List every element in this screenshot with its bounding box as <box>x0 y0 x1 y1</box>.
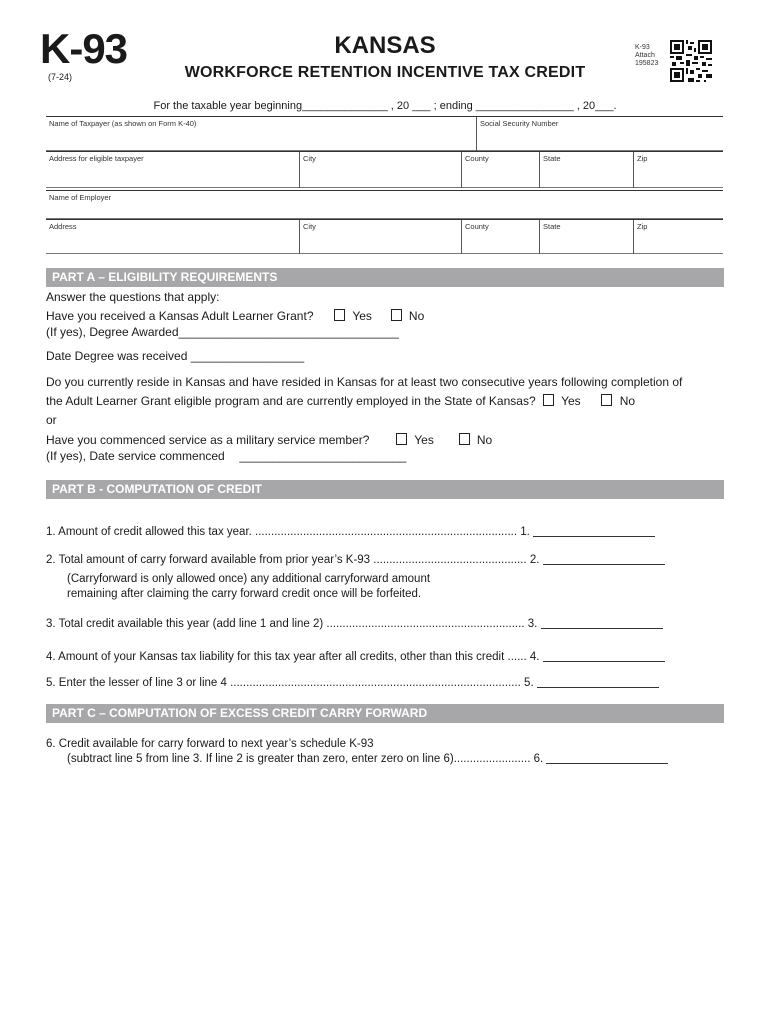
line-6-label-1: 6. Credit available for carry forward to next year’s schedule K-93 <box>46 738 374 750</box>
line-5-label: 5. Enter the lesser of line 3 or line 4 ........................................................................................... 5. <box>46 677 534 689</box>
question-residency-line2: the Adult Learner Grant eligible program and are currently employed in the State of Kansas? <box>46 394 536 408</box>
taxpayer-address-label: Address for eligible taxpayer <box>49 154 144 163</box>
employer-zip-field[interactable] <box>633 220 723 254</box>
grant-no-checkbox[interactable] <box>391 309 402 321</box>
residency-no-label: No <box>619 394 636 408</box>
line-4-input[interactable] <box>543 650 665 662</box>
line-3-input[interactable] <box>541 617 663 629</box>
attachment-code <box>635 44 658 68</box>
employer-name-field[interactable] <box>46 191 723 219</box>
taxpayer-name-row <box>46 116 723 151</box>
taxpayer-state-label: State <box>543 154 561 163</box>
taxpayer-zip-field[interactable] <box>633 152 723 188</box>
employer-address-field[interactable] <box>46 220 299 254</box>
taxpayer-state-field[interactable] <box>539 152 634 188</box>
or-separator: or <box>46 413 57 427</box>
line-2-note-2: remaining after claiming the carry forward credit once will be forfeited. <box>67 588 422 600</box>
line-1-row <box>46 525 655 538</box>
line-2-note-1: (Carryforward is only allowed once) any additional carryforward amount <box>67 573 431 585</box>
grant-yes-label: Yes <box>352 309 372 323</box>
employer-county-label: County <box>465 222 489 231</box>
part-a-intro: Answer the questions that apply: <box>46 290 220 304</box>
line-2-label: 2. Total amount of carry forward available from prior year’s K-93 ................................................ 2. <box>46 554 540 566</box>
service-date-field[interactable]: _________________________ <box>239 449 407 463</box>
part-a-header: PART A – ELIGIBILITY REQUIREMENTS <box>46 268 724 287</box>
employer-address-row <box>46 219 723 254</box>
line-3-row <box>46 617 663 630</box>
employer-name-row <box>46 190 723 219</box>
attach-label: Attach <box>635 52 655 59</box>
taxpayer-address-row <box>46 151 723 188</box>
taxpayer-county-label: County <box>465 154 489 163</box>
employer-state-label: State <box>543 222 561 231</box>
part-c-header: PART C – COMPUTATION OF EXCESS CREDIT CARRY FORWARD <box>46 704 724 723</box>
degree-awarded-field[interactable]: (If yes), Degree Awarded_________________________________ <box>46 325 399 339</box>
grant-yes-checkbox[interactable] <box>334 309 345 321</box>
form-code: K-93 <box>40 25 128 72</box>
ssn-field[interactable] <box>476 117 723 151</box>
residency-yes-label: Yes <box>561 394 581 408</box>
residency-yes-checkbox[interactable] <box>543 394 554 406</box>
line-6-input[interactable] <box>546 752 668 764</box>
taxpayer-county-field[interactable] <box>461 152 540 188</box>
degree-date-field[interactable]: Date Degree was received _________________ <box>46 349 305 363</box>
military-yes-label: Yes <box>414 433 434 447</box>
qr-code-icon <box>670 40 712 82</box>
ssn-label: Social Security Number <box>480 119 559 128</box>
question-residency-line1: Do you currently reside in Kansas and have resided in Kansas for at least two consecutive years following completion of <box>46 375 683 389</box>
taxpayer-zip-label: Zip <box>637 154 648 163</box>
service-date-row <box>46 449 406 463</box>
employer-city-field[interactable] <box>299 220 462 254</box>
military-yes-checkbox[interactable] <box>396 433 407 445</box>
question-adult-learner-grant-text: Have you received a Kansas Adult Learner Grant? <box>46 309 314 323</box>
taxpayer-city-label: City <box>303 154 316 163</box>
taxpayer-city-field[interactable] <box>299 152 462 188</box>
line-5-input[interactable] <box>537 676 659 688</box>
line-2-input[interactable] <box>543 553 665 565</box>
form-revision: (7-24) <box>48 72 73 82</box>
military-no-checkbox[interactable] <box>459 433 470 445</box>
taxpayer-name-field[interactable] <box>46 117 476 151</box>
question-military-service-text: Have you commenced service as a military service member? <box>46 433 370 447</box>
question-residency <box>46 394 635 408</box>
line-1-label: 1. Amount of credit allowed this tax year. .................................................................................. 1. <box>46 526 530 538</box>
question-military-service <box>46 433 492 447</box>
military-no-label: No <box>476 433 493 447</box>
employer-city-label: City <box>303 222 316 231</box>
line-2-row <box>46 553 665 566</box>
employer-state-field[interactable] <box>539 220 634 254</box>
line-4-row <box>46 650 665 663</box>
line-4-label: 4. Amount of your Kansas tax liability for this tax year after all credits, other than this credit ...... 4. <box>46 651 540 663</box>
line-5-row <box>46 676 659 689</box>
attach-form-code: K-93 <box>635 44 650 51</box>
attach-number: 195823 <box>635 60 659 67</box>
employer-zip-label: Zip <box>637 222 648 231</box>
line-6-label-2: (subtract line 5 from line 3. If line 2 is greater than zero, enter zero on line 6)........................ 6. <box>67 753 544 765</box>
line-3-label: 3. Total credit available this year (add line 1 and line 2) .............................................................. 3. <box>46 618 538 630</box>
employer-county-field[interactable] <box>461 220 540 254</box>
employer-name-label: Name of Employer <box>49 193 112 202</box>
line-6-row <box>67 752 668 765</box>
service-date-label: (If yes), Date service commenced <box>46 449 225 463</box>
taxpayer-address-field[interactable] <box>46 152 299 188</box>
question-adult-learner-grant <box>46 309 424 323</box>
part-b-header: PART B - COMPUTATION OF CREDIT <box>46 480 724 499</box>
employer-address-label: Address <box>49 222 77 231</box>
residency-no-checkbox[interactable] <box>601 394 612 406</box>
state-title: KANSAS <box>334 32 436 59</box>
tax-year-line: For the taxable year beginning______________ , 20 ___ ; ending ________________ , 20___. <box>153 100 617 112</box>
taxpayer-name-label: Name of Taxpayer (as shown on Form K-40) <box>49 119 197 128</box>
line-1-input[interactable] <box>533 525 655 537</box>
grant-no-label: No <box>408 309 425 323</box>
form-title: WORKFORCE RETENTION INCENTIVE TAX CREDIT <box>184 64 586 81</box>
